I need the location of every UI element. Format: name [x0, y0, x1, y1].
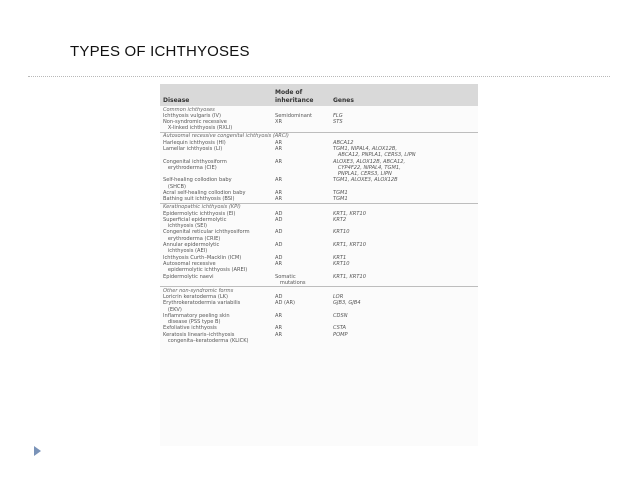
disease-cell — [160, 280, 272, 287]
disease-cell: Bathing suit ichthyosis (BSI) — [163, 196, 235, 203]
inheritance-cell: AR — [275, 158, 283, 165]
inheritance-cell: mutations — [275, 279, 306, 286]
genes-cell: LOR — [333, 293, 344, 300]
inheritance-cell: AD — [275, 216, 283, 223]
inheritance-cell: Somatic — [275, 273, 296, 280]
header-mode-of-inheritance — [272, 84, 330, 106]
genes-cell: ALOXE3, ALOX12B, ABCA12, — [333, 158, 406, 165]
inheritance-cell: AR — [275, 196, 283, 203]
disease-cell: Congenital ichthyosiform — [163, 158, 227, 165]
disease-cell: congenita–keratoderma (KLICK) — [163, 338, 249, 345]
section-heading: Other non-syndromic forms — [160, 287, 478, 294]
table-section-row — [160, 203, 478, 210]
disease-cell: erythroderma (CIE) — [163, 164, 217, 171]
disease-cell: epidermolytic ichthyosis (AREI) — [163, 267, 248, 274]
section-heading: Keratinopathic ichthyosis (KPI) — [160, 203, 478, 210]
inheritance-cell: AR — [275, 331, 283, 338]
genes-cell: KRT1, KRT10 — [333, 242, 366, 249]
disease-cell: erythroderma (CRIE) — [163, 235, 221, 242]
genes-cell: TGM1 — [333, 190, 348, 197]
table-row — [160, 196, 478, 203]
ichthyoses-table-image — [160, 84, 478, 446]
disease-cell: disease (PSS type B) — [163, 319, 221, 326]
genes-cell: FLG — [333, 112, 343, 119]
slide-title: TYPES OF ICHTHYOSES — [70, 43, 250, 60]
table-section-row — [160, 132, 478, 139]
slide-nav-arrow-icon — [34, 446, 41, 456]
genes-cell: KRT1, KRT10 — [333, 273, 366, 280]
header-mode-line1: Mode of — [275, 89, 303, 96]
disease-cell: Annular epidermolytic — [163, 242, 220, 249]
genes-cell — [330, 280, 478, 287]
table-row — [160, 280, 478, 287]
disease-cell: Keratosis linearis–ichthyosis — [163, 331, 235, 338]
section-heading: Common ichthyoses — [163, 106, 215, 113]
inheritance-cell — [272, 338, 330, 344]
disease-cell: Ichthyosis vulgaris (IV) — [163, 112, 221, 119]
genes-cell: KRT1 — [333, 254, 347, 261]
inheritance-cell: XR — [275, 119, 283, 126]
disease-cell: (EKV) — [163, 306, 182, 313]
section-heading: Autosomal recessive congenital ichthyosis (ARCI) — [160, 132, 478, 139]
table-body — [160, 106, 478, 344]
disease-cell: Erythrokeratodermia variabilis — [163, 300, 241, 307]
genes-cell: STS — [333, 119, 343, 126]
disease-cell: Inflammatory peeling skin — [163, 312, 230, 319]
disease-cell: Epidermolytic ichthyosis (EI) — [163, 210, 236, 217]
inheritance-cell: AR — [275, 177, 283, 184]
genes-cell: PNPLA1, CERS3, LIPN — [333, 171, 392, 178]
disease-cell: (SHCB) — [163, 183, 186, 190]
genes-cell: KRT10 — [333, 260, 350, 267]
disease-cell: Ichthyosis Curth–Macklin (ICM) — [163, 254, 242, 261]
disease-cell: Congenital reticular ichthyosiform — [163, 229, 250, 236]
disease-cell: Superficial epidermolytic — [163, 216, 227, 223]
genes-cell: ABCA12, PNPLA1, CERS3, LIPN — [333, 152, 416, 159]
table-row — [160, 338, 478, 344]
inheritance-cell: AD — [275, 293, 283, 300]
disease-cell: Self-healing collodion baby — [163, 177, 232, 184]
disease-cell: Harlequin ichthyosis (HI) — [163, 139, 226, 146]
genes-cell: CDSN — [333, 312, 348, 319]
table-section-row — [160, 287, 478, 294]
inheritance-cell: AD — [275, 242, 283, 249]
header-disease: Disease — [160, 84, 272, 106]
disease-cell: Acral self-healing collodion baby — [163, 190, 246, 197]
inheritance-cell: AR — [275, 312, 283, 319]
genes-cell: KRT1, KRT10 — [333, 210, 366, 217]
disease-cell: Exfoliative ichthyosis — [163, 325, 217, 332]
inheritance-cell: AD — [275, 210, 283, 217]
genes-cell: KRT2 — [333, 216, 347, 223]
genes-cell: TGM1 — [333, 196, 348, 203]
disease-cell: Loricrin keratoderma (LK) — [163, 293, 228, 300]
disease-cell: Lamellar ichthyosis (LI) — [163, 145, 223, 152]
genes-cell — [330, 125, 478, 132]
disease-cell: Autosomal recessive — [163, 260, 216, 267]
disease-cell: ichthyosis (AEI) — [163, 248, 208, 255]
table-section-row — [160, 106, 478, 113]
inheritance-cell: AD — [275, 229, 283, 236]
genes-cell: CYP4F22, NIPAL4, TGM1, — [333, 164, 401, 171]
genes-cell: POMP — [333, 331, 348, 338]
genes-cell: TGM1, ALOXE3, ALOX12B — [333, 177, 398, 184]
genes-cell: CSTA — [333, 325, 347, 332]
disease-cell: Non-syndromic recessive — [163, 119, 227, 126]
table-row — [160, 125, 478, 132]
inheritance-cell: AR — [275, 145, 283, 152]
inheritance-cell: AD — [275, 254, 283, 261]
inheritance-cell — [272, 125, 330, 132]
genes-cell: ABCA12 — [333, 139, 354, 146]
title-divider — [28, 76, 610, 77]
ichthyoses-table — [160, 84, 478, 344]
header-genes: Genes — [330, 84, 478, 106]
disease-cell: X-linked ichthyosis (RXLI) — [163, 125, 233, 132]
genes-cell: KRT10 — [333, 229, 350, 236]
inheritance-cell: AD (AR) — [275, 300, 296, 307]
inheritance-cell: AR — [275, 139, 283, 146]
inheritance-cell: Semidominant — [275, 112, 313, 119]
disease-cell: Epidermolytic naevi — [163, 273, 214, 280]
genes-cell: TGM1, NIPAL4, ALOX12B, — [333, 145, 397, 152]
disease-cell: ichthyosis (SEI) — [163, 223, 207, 230]
genes-cell — [330, 338, 478, 344]
table-header-row — [160, 84, 478, 106]
inheritance-cell: AR — [275, 190, 283, 197]
header-mode-line2: inheritance — [275, 96, 314, 104]
genes-cell: GJB3, GJB4 — [333, 300, 361, 307]
inheritance-cell: AR — [275, 260, 283, 267]
inheritance-cell: AR — [275, 325, 283, 332]
